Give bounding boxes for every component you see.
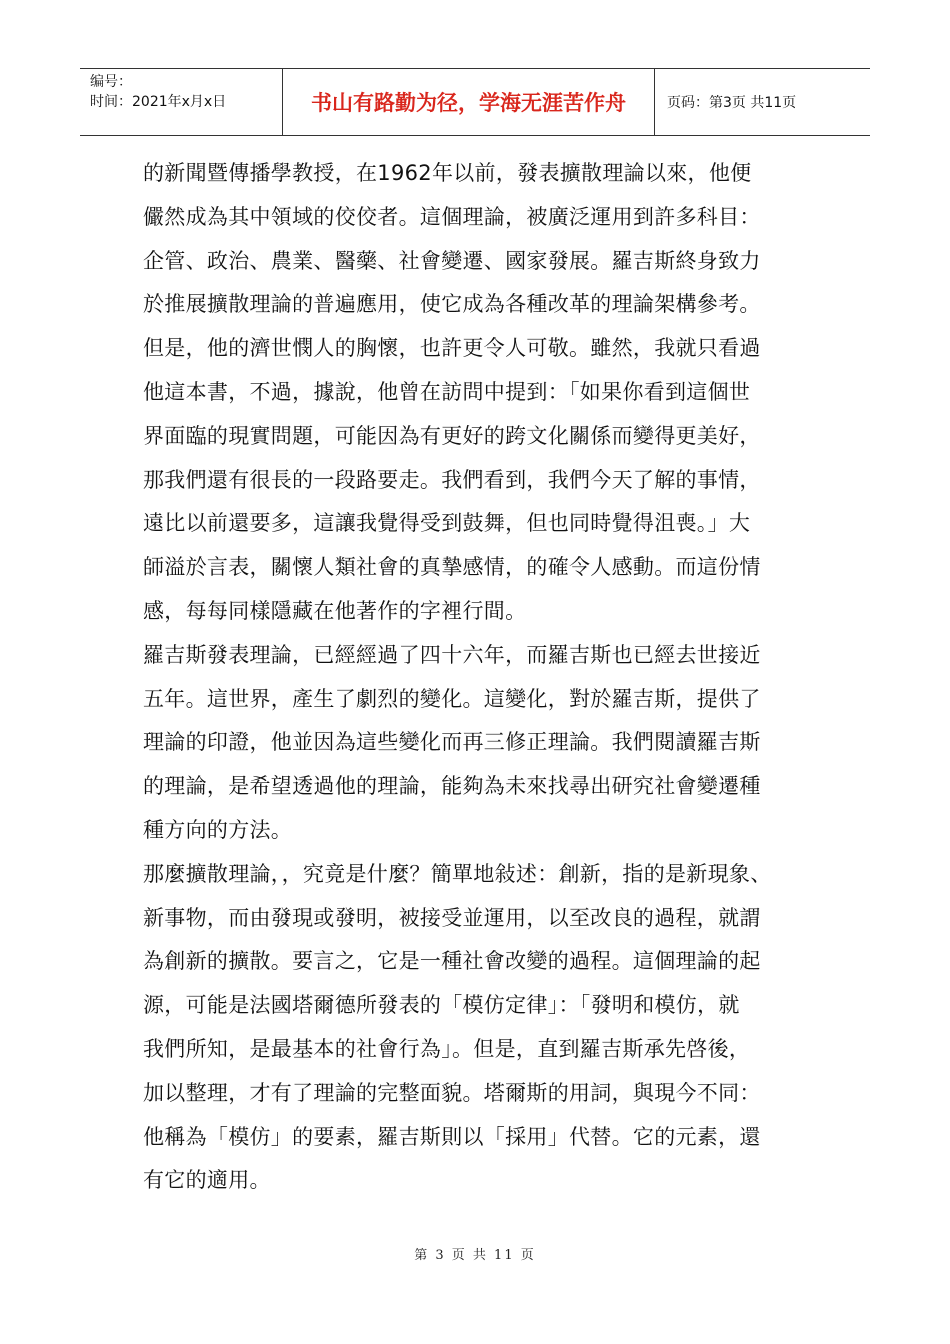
body-text	[143, 152, 798, 1203]
header-motto-cell	[283, 69, 655, 135]
text-line: 種方向的方法。	[143, 817, 293, 842]
text-line: 加以整理，才有了理論的完整面貌。塔爾斯的用詞，與現今不同：	[143, 1080, 761, 1105]
serial-number-label: 编号：	[90, 74, 132, 90]
text-line: 的新聞暨傳播學教授，在1962年以前，發表擴散理論以來，他便	[143, 161, 752, 185]
page-header	[80, 68, 870, 136]
text-line: 理論的印證，他並因為這些變化而再三修正理論。我們閱讀羅吉斯	[143, 730, 761, 755]
text-line: 那麼擴散理論，，究竟是什麼？簡單地敍述：創新，指的是新現象、	[143, 861, 772, 886]
footer-page-number: 第 3 页 共 11 页	[414, 1248, 536, 1263]
text-line: 但是，他的濟世憫人的胸懷，也許更令人可敬。雖然，我就只看過	[143, 336, 761, 361]
page-code: 页码：第3页 共11页	[667, 95, 797, 111]
text-line: 他這本書，不過，據說，他曾在訪問中提到：「如果你看到這個世	[143, 379, 751, 404]
text-line: 界面臨的現實問題，可能因為有更好的跨文化關係而變得更美好，	[143, 423, 761, 448]
page-footer	[0, 1244, 950, 1263]
text-line: 我們所知，是最基本的社會行為」。但是，直到羅吉斯承先啓後，	[143, 1036, 751, 1061]
text-line: 羅吉斯發表理論，已經經過了四十六年，而羅吉斯也已經去世接近	[143, 642, 761, 667]
text-line: 企管、政治、農業、醫藥、社會變遷、國家發展。羅吉斯終身致力	[143, 248, 761, 273]
text-line: 師溢於言表，關懷人類社會的真摯感情，的確令人感動。而這份情	[143, 555, 761, 580]
motto-text: 书山有路勤为径，学海无涯苦作舟	[311, 90, 626, 115]
header-page-cell	[655, 69, 870, 135]
text-line: 新事物，而由發現或發明，被接受並運用，以至改良的過程，就謂	[143, 905, 761, 930]
text-line: 儼然成為其中領域的佼佼者。這個理論，被廣泛運用到許多科目：	[143, 204, 761, 229]
header-meta-cell	[80, 69, 283, 135]
date-line: 时间：2021年x月x日	[90, 94, 227, 110]
text-line: 的理論，是希望透過他的理論，能夠為未來找尋出研究社會變遷種	[143, 774, 761, 799]
text-line: 五年。這世界，產生了劇烈的變化。這變化，對於羅吉斯，提供了	[143, 686, 761, 711]
text-line: 那我們還有很長的一段路要走。我們看到，我們今天了解的事情，	[143, 467, 761, 492]
text-line: 他稱為「模仿」的要素，羅吉斯則以「採用」代替。它的元素，還	[143, 1124, 761, 1149]
text-line: 感，每每同樣隱藏在他著作的字裡行間。	[143, 598, 527, 623]
text-line: 源，可能是法國塔爾德所發表的「模仿定律」：「發明和模仿，就	[143, 993, 740, 1018]
text-line: 於推展擴散理論的普遍應用，使它成為各種改革的理論架構參考。	[143, 292, 761, 317]
text-line: 為創新的擴散。要言之，它是一種社會改變的過程。這個理論的起	[143, 949, 761, 974]
text-line: 有它的適用。	[143, 1168, 271, 1193]
text-line: 遠比以前還要多，這讓我覺得受到鼓舞，但也同時覺得沮喪。」大	[143, 511, 751, 536]
